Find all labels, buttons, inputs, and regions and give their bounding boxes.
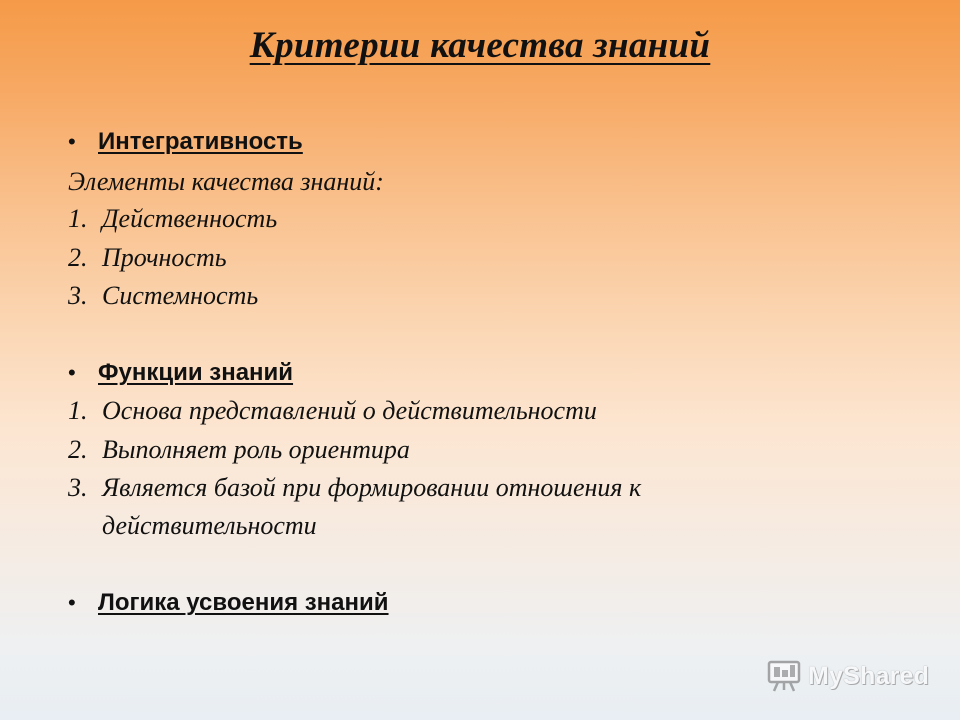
list-item-text: Выполняет роль ориентира <box>102 435 410 464</box>
subheading-quality-elements: Элементы качества знаний: <box>68 167 384 196</box>
list-item-number: 3. <box>68 281 88 310</box>
list-item <box>68 281 258 311</box>
list-item-text: Действенность <box>102 204 278 233</box>
list-item <box>68 473 641 503</box>
list-item-continuation: действительности <box>102 511 317 540</box>
presentation-board-icon <box>766 658 802 694</box>
slide-title: Критерии качества знаний <box>249 25 711 66</box>
list-item-number: 1. <box>68 204 88 233</box>
list-item-text: Системность <box>102 281 259 310</box>
list-item <box>68 204 277 234</box>
list-item-number: 2. <box>68 435 88 464</box>
list-item-number: 1. <box>68 396 88 425</box>
section-knowledge-functions <box>68 357 293 388</box>
section-heading-learning-logic: Логика усвоения знаний <box>98 589 389 616</box>
list-item <box>68 396 597 426</box>
bullet-marker: • <box>68 590 76 615</box>
section-heading-integrativity: Интегративность <box>98 128 303 155</box>
list-item-text: Основа представлений о действительности <box>102 396 597 425</box>
list-item-number: 3. <box>68 473 88 502</box>
watermark-text: MyShared <box>808 661 930 690</box>
list-item-number: 2. <box>68 243 88 272</box>
list-item-text: Является базой при формировании отношения к <box>102 473 642 502</box>
list-item <box>68 243 227 273</box>
section-learning-logic <box>68 587 389 618</box>
list-item <box>68 435 410 465</box>
bullet-marker: • <box>68 360 76 385</box>
bullet-marker: • <box>68 129 76 154</box>
section-integrativity <box>68 126 303 157</box>
watermark <box>766 656 929 696</box>
list-item-text: Прочность <box>102 243 227 272</box>
section-heading-knowledge-functions: Функции знаний <box>98 359 294 386</box>
